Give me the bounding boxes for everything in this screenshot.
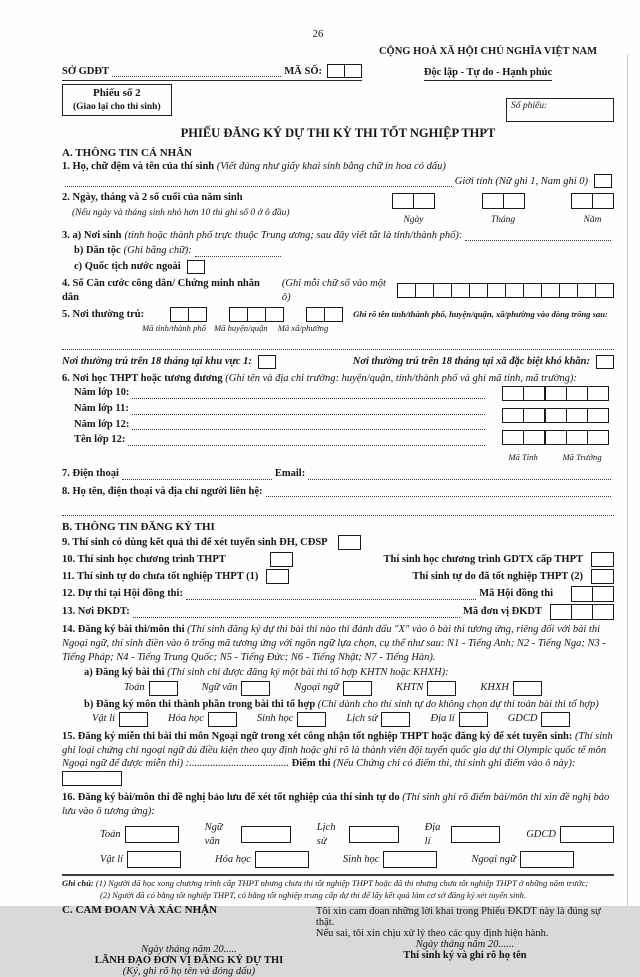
reserve-gdcd-box[interactable]: [560, 826, 614, 843]
item5-kv1-label: Nơi thường trú trên 18 tháng tại khu vực 1:: [62, 356, 252, 368]
notes-label: Ghi chú:: [62, 878, 94, 889]
item16-label: 16. Đăng ký bài/môn thi đề nghị bảo lưu để xét tốt nghiệp của thí sinh tự do: [62, 792, 400, 804]
reserve-biology-box[interactable]: [383, 851, 437, 868]
grade10-label: Năm lớp 10:: [74, 387, 130, 399]
reserve-history-box[interactable]: [349, 826, 398, 843]
item15-score-label: Điểm thi: [291, 758, 331, 770]
residence-address-field[interactable]: [62, 338, 614, 350]
certificate-field[interactable]: ......................................: [189, 758, 290, 770]
dob-day-boxes[interactable]: [392, 193, 435, 209]
reserve-math-box[interactable]: [125, 826, 179, 843]
subject-khxh-checkbox[interactable]: [513, 681, 542, 696]
component-geography-checkbox[interactable]: [459, 712, 488, 727]
item14-hint: (Thí sinh đăng ký dự thi bài thi nào thì đánh dấu "X" vào ô bài thi tương ứng, riêng đối với bài thi Ngoại ngữ, thí sinh điền vào ô trống mã tương ứng với ngôn ngữ lựa chọn, cụ thể như sau: N1 - Tiếng Anh; N2 - Tiếng Nga; N3 - Tiếng Pháp; N4 - Tiếng Trung Quốc; N5 - Tiếng Đức; N6 - Tiếng Nhật; N7 - Tiếng Hàn).: [62, 624, 606, 663]
id-number-boxes[interactable]: [397, 283, 614, 298]
item11-left-label: 11. Thí sinh tự do chưa tốt nghiệp THPT (1): [62, 570, 259, 582]
item15-hint: (Thí sinh ghi loại chứng chỉ ngoại ngữ đủ điều kiện theo quy định hoặc ghi rõ là thành viên đội tuyển quốc gia dự thi Olympic quốc tế môn Ngoại ngữ để được miễn thi) :: [62, 730, 613, 770]
reserve-biology-label: Sinh học: [342, 853, 380, 865]
note-1: (1) Người đã học xong chương trình cấp THPT nhưng chưa thi tốt nghiệp THPT hoặc đã thi nhưng chưa tốt nghiệp THPT ở những năm trước;: [95, 878, 589, 889]
fullname-field[interactable]: [65, 175, 452, 187]
republic-motto: Độc lập - Tự do - Hạnh phúc: [424, 66, 552, 82]
section-c-heading: C. CAM ĐOAN VÀ XÁC NHẬN: [62, 904, 218, 917]
registration-place-field[interactable]: [133, 606, 460, 618]
item13-label: 13. Nơi ĐKDT:: [62, 606, 130, 618]
right-signature-date: Ngày tháng năm 20......: [415, 939, 515, 951]
item3a-hint: (tỉnh hoặc thành phố trực thuộc Trung ương; sau đây viết tắt là tỉnh/thành phố):: [124, 229, 463, 241]
dept-code-label: MÃ SỐ:: [284, 65, 322, 77]
grade12-school-field[interactable]: [132, 418, 485, 430]
component-biology-checkbox[interactable]: [297, 712, 326, 727]
item14b-label: b) Đăng ký môn thi thành phần trong bài thi tổ hợp: [84, 698, 316, 710]
grade12-code-boxes[interactable]: [502, 430, 609, 445]
component-gdcd-label: GDCD: [507, 713, 538, 725]
dob-year-boxes[interactable]: [571, 193, 614, 209]
reserve-chemistry-box[interactable]: [255, 851, 309, 868]
phone-field[interactable]: [122, 468, 272, 480]
item15-label: 15. Đăng ký miễn thi bài thi môn Ngoại ngữ trong xét công nhận tốt nghiệp THPT hoặc đăng ký để xét tuyển sinh:: [62, 730, 573, 742]
item1-label: 1. Họ, chữ đệm và tên của thí sinh: [62, 161, 215, 173]
foreign-nationality-checkbox[interactable]: [187, 260, 205, 274]
reserve-geography-label: Địa lí: [424, 821, 441, 847]
component-chemistry-checkbox[interactable]: [208, 712, 237, 727]
dept-label: SỞ GDĐT: [62, 65, 109, 77]
item14-label: 14. Đăng ký bài thi/môn thi: [62, 624, 185, 636]
dob-day-label: Ngày: [403, 215, 424, 226]
page-number: 26: [312, 28, 324, 40]
item2-hint: (Nếu ngày và tháng sinh nhỏ hơn 10 thì ghi số 0 ở ô đầu): [72, 208, 290, 219]
right-signature-title: Thí sinh ký và ghi rõ họ tên: [403, 950, 527, 962]
email-field[interactable]: [308, 468, 611, 480]
ethnicity-field[interactable]: [195, 245, 281, 257]
left-signature-title: LÃNH ĐẠO ĐƠN VỊ ĐĂNG KÝ DỰ THI: [94, 955, 284, 967]
residence-ward-boxes[interactable]: [306, 307, 343, 322]
item14a-hint: (Thí sinh chỉ được đăng ký một bài thi tổ hợp KHTN hoặc KHXH):: [167, 666, 449, 678]
component-history-label: Lịch sử: [346, 713, 378, 725]
subject-literature-label: Ngữ văn: [201, 682, 238, 694]
item12-label: 12. Dự thi tại Hội đồng thi:: [62, 588, 183, 600]
item3b-label: b) Dân tộc: [74, 245, 121, 257]
item11-right-label: Thí sinh tự do đã tốt nghiệp THPT (2): [412, 570, 583, 582]
item5-hint: Ghi rõ tên tỉnh/thành phố, huyện/quận, xã/phường vào dòng trống sau:: [353, 309, 608, 320]
item16-hint: (Thí sinh ghi rõ điểm bài/môn thi xin đề nghị bảo lưu vào ô tương ứng):: [62, 792, 610, 818]
scan-edge-line: [627, 55, 628, 906]
subject-literature-checkbox[interactable]: [241, 681, 270, 696]
note-2: (2) Người đã có bằng tốt nghiệp THPT, có bằng tốt nghiệp trung cấp dự thi để lấy kết quả làm cơ sở đăng ký xét tuyển sinh.: [100, 889, 527, 900]
reserve-geography-box[interactable]: [451, 826, 500, 843]
grade10-code-boxes[interactable]: [502, 386, 609, 401]
item7-email-label: Email:: [274, 467, 306, 479]
class12-name-field[interactable]: [128, 434, 485, 446]
residence-ward-label: Mã xã/phường: [277, 323, 329, 334]
badge-subtitle: (Giao lại cho thí sinh): [73, 101, 161, 112]
contact-person-field-2[interactable]: [62, 504, 614, 516]
school-code-label: Mã Trường: [562, 451, 602, 462]
item1-hint: (Viết đúng như giấy khai sinh bằng chữ in hoa có dấu): [216, 161, 446, 173]
reserve-physics-box[interactable]: [127, 851, 181, 868]
item14b-hint: (Chỉ dành cho thí sinh tự do không chọn dự thi toàn bài thi tổ hợp): [317, 698, 599, 710]
item8-label: 8. Họ tên, điện thoại và địa chỉ người liên hệ:: [62, 485, 263, 497]
subject-foreign-language-label: Ngoại ngữ: [294, 682, 339, 694]
item4-hint: (Ghi mỗi chữ số vào một ô): [281, 277, 386, 303]
item14a-label: a) Đăng ký bài thi: [84, 666, 165, 678]
item7-label: 7. Điện thoại: [62, 467, 119, 479]
item12-code-label: Mã Hội đồng thi: [479, 588, 553, 600]
item3c-label: c) Quốc tịch nước ngoài: [74, 261, 181, 273]
reserve-math-label: Toán: [100, 828, 121, 840]
reserve-foreign-language-label: Ngoại ngữ: [471, 853, 516, 865]
exemption-score-box[interactable]: [62, 771, 122, 786]
serial-label: Số phiếu:: [511, 101, 548, 112]
dob-year-label: Năm: [583, 215, 602, 226]
grade11-code-boxes[interactable]: [502, 408, 609, 423]
reserve-chemistry-label: Hóa học: [215, 853, 251, 865]
difficult-area-checkbox[interactable]: [596, 355, 614, 369]
item5-kk-label: Nơi thường trú trên 18 tháng tại xã đặc biệt khó khăn:: [352, 356, 590, 368]
free-candidate-graduated-checkbox[interactable]: [591, 569, 614, 584]
badge-title: Phiếu số 2: [92, 87, 141, 100]
subject-khtn-checkbox[interactable]: [427, 681, 456, 696]
grade11-label: Năm lớp 11:: [74, 402, 129, 414]
reserve-literature-box[interactable]: [241, 826, 290, 843]
component-geography-label: Địa lí: [430, 713, 455, 725]
free-candidate-not-graduated-checkbox[interactable]: [266, 569, 289, 584]
item10-left-label: 10. Thí sinh học chương trình THPT: [62, 553, 226, 565]
residence-district-label: Mã huyện/quận: [213, 323, 268, 334]
item3b-hint: (Ghi bằng chữ):: [123, 245, 192, 257]
pledge-line-2: Nếu sai, tôi xin chịu xử lý theo các quy định hiện hành.: [315, 928, 549, 940]
item5-label: 5. Nơi thường trú:: [62, 308, 145, 320]
residence-district-boxes[interactable]: [229, 307, 284, 322]
left-signature-date: Ngày tháng năm 20.....: [141, 944, 237, 956]
left-signature-note: (Ký, ghi rõ họ tên và đóng dấu): [122, 966, 256, 977]
section-a-heading: A. THÔNG TIN CÁ NHÂN: [62, 147, 193, 160]
dob-month-boxes[interactable]: [482, 193, 525, 209]
thpt-program-checkbox[interactable]: [270, 552, 293, 567]
exam-council-field[interactable]: [186, 588, 476, 600]
item4-label: 4. Số Căn cước công dân/ Chứng minh nhân dân: [62, 277, 260, 303]
item6-label: 6. Nơi học THPT hoặc tương đương: [62, 373, 223, 385]
item9-label: 9. Thí sinh có dùng kết quả thi để xét tuyển sinh ĐH, CĐSP: [62, 536, 328, 548]
dob-month-label: Tháng: [490, 215, 516, 226]
subject-foreign-language-checkbox[interactable]: [343, 681, 372, 696]
contact-person-field[interactable]: [266, 485, 611, 497]
item10-right-label: Thí sinh học chương trình GDTX cấp THPT: [383, 553, 583, 565]
gender-label: Giới tính (Nữ ghi 1, Nam ghi 0): [454, 175, 588, 187]
dept-name-field[interactable]: [112, 65, 281, 77]
dept-code-boxes[interactable]: [327, 64, 362, 78]
grade12-label: Năm lớp 12:: [74, 418, 130, 430]
exam-council-code-boxes[interactable]: [571, 586, 614, 602]
notes-divider: [62, 874, 614, 876]
gender-checkbox[interactable]: [594, 174, 612, 188]
residence-province-boxes[interactable]: [170, 307, 207, 322]
kv1-checkbox[interactable]: [258, 355, 276, 369]
residence-province-label: Mã tỉnh/thành phố: [142, 323, 206, 334]
item15-score-hint: (Nếu Chứng chỉ có điểm thi, thí sinh ghi điểm vào ô này):: [333, 758, 576, 770]
reserve-literature-label: Ngữ văn: [204, 821, 223, 847]
component-chemistry-label: Hóa học: [168, 713, 204, 725]
component-physics-label: Vật lí: [92, 713, 116, 725]
subject-math-checkbox[interactable]: [149, 681, 178, 696]
grade10-school-field[interactable]: [132, 387, 485, 399]
pledge-line-1: Tôi xin cam đoan những lời khai trong Phiếu ĐKDT này là đúng sự thật.: [315, 906, 601, 929]
component-physics-checkbox[interactable]: [119, 712, 148, 727]
use-result-admission-checkbox[interactable]: [338, 535, 361, 550]
section-b-heading: B. THÔNG TIN ĐĂNG KÝ THI: [62, 521, 215, 534]
province-code-label: Mã Tỉnh: [508, 451, 538, 462]
republic-title: CỘNG HOÀ XÃ HỘI CHỦ NGHĨA VIỆT NAM: [378, 46, 598, 57]
component-biology-label: Sinh học: [256, 713, 294, 725]
form-copy-badge: [62, 84, 172, 116]
reserve-history-label: Lịch sử: [316, 821, 336, 847]
item3a-label: 3. a) Nơi sinh: [62, 229, 122, 241]
form-title: PHIẾU ĐĂNG KÝ DỰ THI KỲ THI TỐT NGHIỆP THPT: [180, 126, 496, 141]
gdtx-program-checkbox[interactable]: [591, 552, 614, 567]
grade11-school-field[interactable]: [132, 403, 485, 415]
reserve-gdcd-label: GDCD: [526, 828, 556, 840]
reserve-foreign-language-box[interactable]: [520, 851, 574, 868]
component-history-checkbox[interactable]: [381, 712, 410, 727]
subject-khxh-label: KHXH: [480, 682, 509, 694]
birthplace-field[interactable]: [465, 229, 611, 241]
component-gdcd-checkbox[interactable]: [541, 712, 570, 727]
reserve-physics-label: Vật lí: [100, 853, 124, 865]
serial-number-box[interactable]: [506, 98, 614, 122]
subject-math-label: Toán: [124, 682, 145, 694]
registration-unit-code-boxes[interactable]: [550, 604, 614, 620]
subject-khtn-label: KHTN: [395, 682, 424, 694]
class12-label: Tên lớp 12:: [74, 434, 126, 446]
item6-hint: (Ghi tên và địa chỉ trường: huyện/quận, tỉnh/thành phố và ghi mã tỉnh, mã trường):: [225, 373, 577, 385]
item2-label: 2. Ngày, tháng và 2 số cuối của năm sinh: [62, 192, 243, 204]
item13-code-label: Mã đơn vị ĐKDT: [462, 606, 542, 618]
